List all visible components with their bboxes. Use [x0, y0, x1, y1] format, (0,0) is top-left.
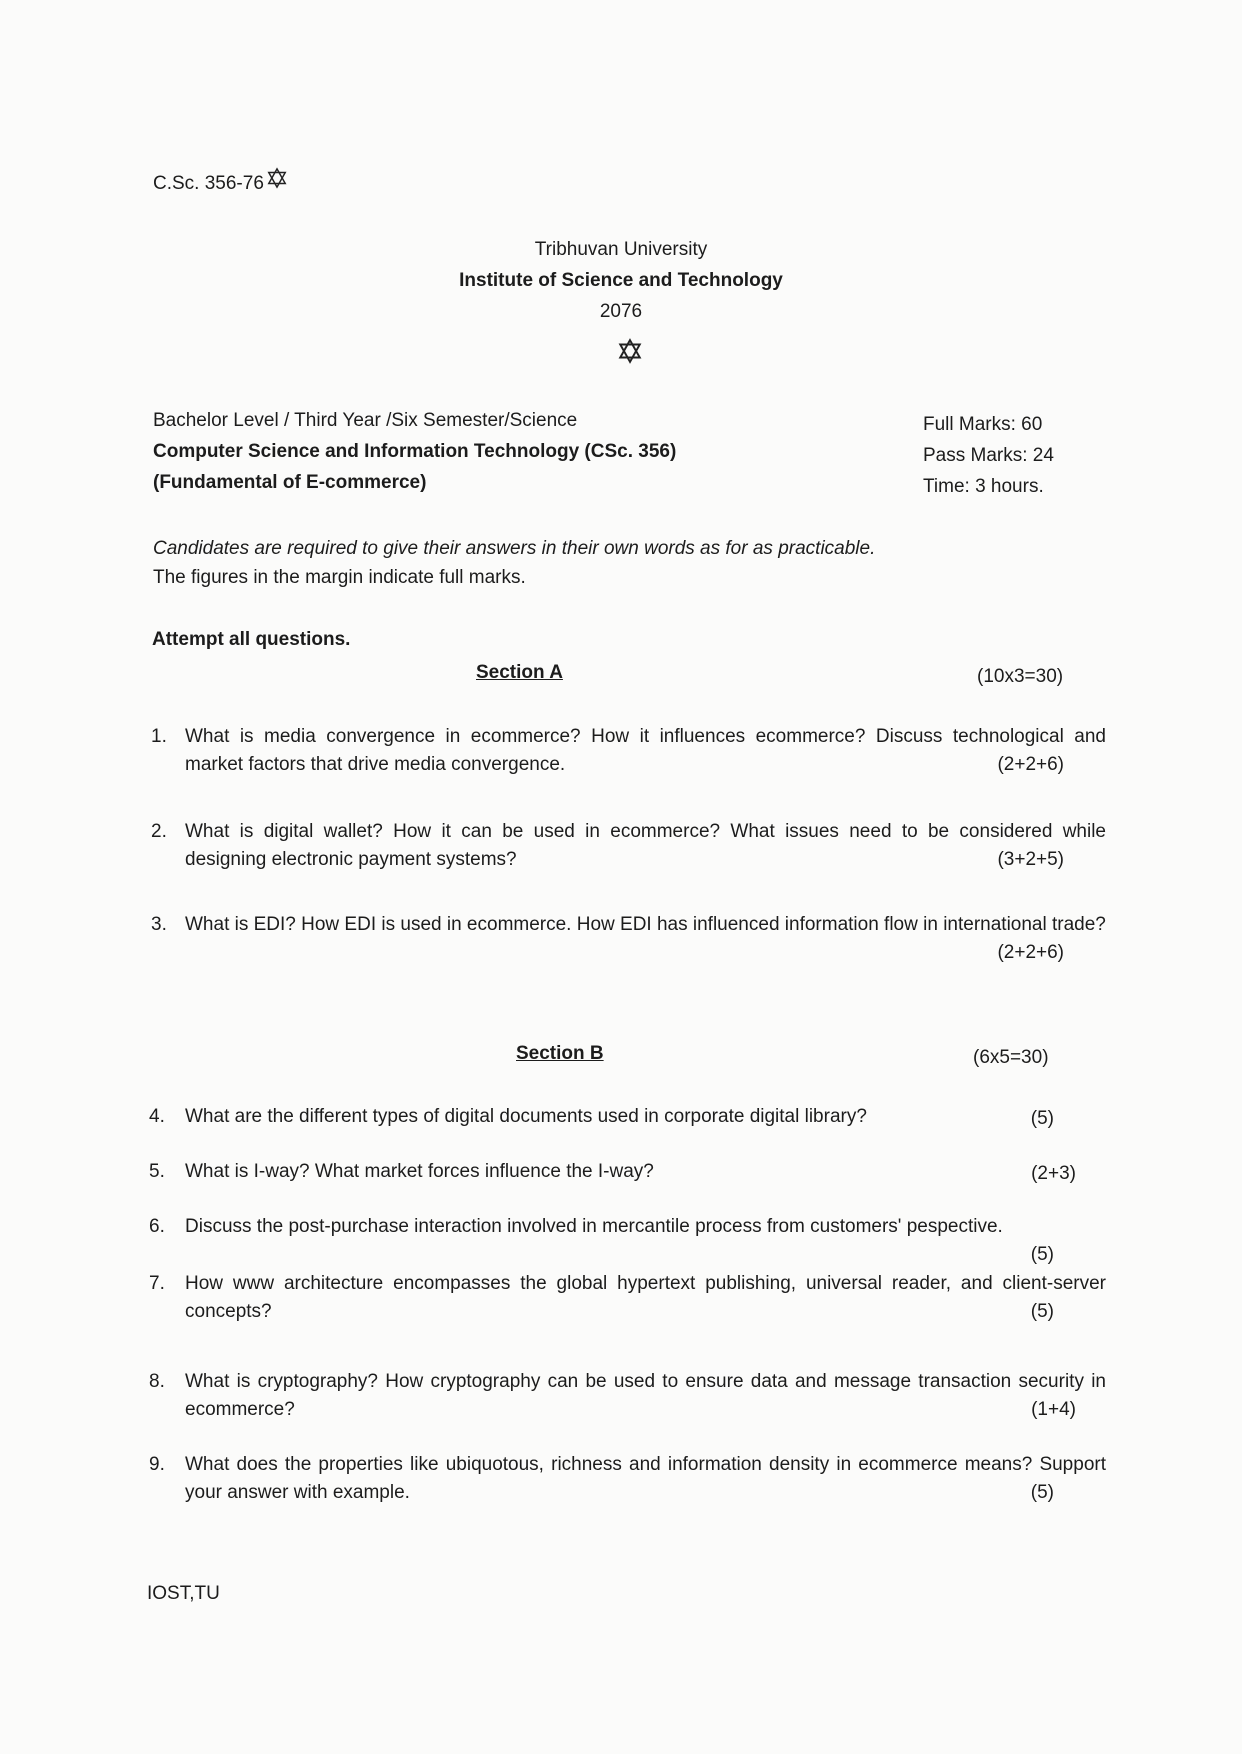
question-number: 6. [149, 1216, 165, 1237]
question-number: 8. [149, 1371, 165, 1392]
question-text: What is media convergence in ecommerce? How it influences ecommerce? Discuss technological and market factors that drive media convergence. [185, 726, 1106, 775]
question-item [149, 1270, 1106, 1328]
section-a-title: Section A [476, 662, 563, 683]
question-marks: (5) [1030, 1244, 1054, 1265]
exam-year: 2076 [599, 301, 643, 322]
time-allowed: Time: 3 hours. [923, 476, 1044, 497]
course-code [153, 170, 288, 198]
question-text: What is EDI? How EDI is used in ecommerce. How EDI has influenced information flow in international trade? [185, 914, 1106, 935]
question-text: What does the properties like ubiquotous, richness and information density in ecommerce means? Support your answer with example. [185, 1454, 1106, 1503]
question-text: What is I-way? What market forces influence the I-way? [185, 1161, 654, 1182]
course-code-text: C.Sc. 356-76 [153, 173, 264, 194]
footer-label: IOST,TU [147, 1583, 220, 1604]
question-item [149, 1103, 1106, 1133]
question-number: 5. [149, 1161, 165, 1182]
question-text: What is cryptography? How cryptography can be used to ensure data and message transaction security in ecommerce? [185, 1371, 1106, 1420]
question-item [151, 723, 1106, 783]
question-marks: (3+2+5) [997, 849, 1064, 870]
full-marks: Full Marks: 60 [923, 414, 1043, 435]
question-marks: (2+2+6) [997, 754, 1064, 775]
instruction-line-1: Candidates are required to give their answers in their own words as for as practicable. [153, 538, 876, 559]
question-text: What are the different types of digital documents used in corporate digital library? [185, 1106, 867, 1127]
question-number: 9. [149, 1454, 165, 1475]
institute-name: Institute of Science and Technology [459, 270, 783, 291]
question-marks: (2+3) [1031, 1163, 1076, 1184]
question-text: How www architecture encompasses the global hypertext publishing, universal reader, and client-server concepts? [185, 1273, 1106, 1322]
subject-title: (Fundamental of E-commerce) [153, 472, 427, 493]
question-item [149, 1213, 1106, 1269]
question-item [151, 911, 1106, 971]
question-number: 1. [151, 726, 167, 747]
section-a-marks: (10x3=30) [977, 666, 1064, 687]
question-text: What is digital wallet? How it can be used in ecommerce? What issues need to be considered while designing electronic payment systems? [185, 821, 1106, 870]
question-marks: (5) [1030, 1482, 1054, 1503]
question-item [149, 1451, 1106, 1509]
star-of-david-icon [266, 167, 288, 189]
question-item [151, 818, 1106, 878]
section-b-marks: (6x5=30) [973, 1047, 1049, 1068]
question-marks: (5) [1030, 1301, 1054, 1322]
question-item [149, 1158, 1106, 1188]
pass-marks: Pass Marks: 24 [923, 445, 1054, 466]
question-text: Discuss the post-purchase interaction involved in mercantile process from customers' pespective. [185, 1216, 1003, 1237]
level-info: Bachelor Level / Third Year /Six Semester/Science [153, 410, 578, 431]
attempt-all-note: Attempt all questions. [152, 629, 351, 650]
question-number: 3. [151, 914, 167, 935]
course-title: Computer Science and Information Technology (CSc. 356) [153, 441, 677, 462]
question-marks: (5) [1030, 1108, 1054, 1129]
question-number: 7. [149, 1273, 165, 1294]
question-number: 2. [151, 821, 167, 842]
star-of-david-icon [617, 338, 643, 364]
question-marks: (1+4) [1031, 1399, 1076, 1420]
university-name: Tribhuvan University [534, 239, 708, 260]
instruction-line-2: The figures in the margin indicate full marks. [153, 567, 526, 588]
question-number: 4. [149, 1106, 165, 1127]
question-item [149, 1368, 1106, 1426]
section-b-title: Section B [516, 1043, 604, 1064]
question-marks: (2+2+6) [997, 942, 1064, 963]
